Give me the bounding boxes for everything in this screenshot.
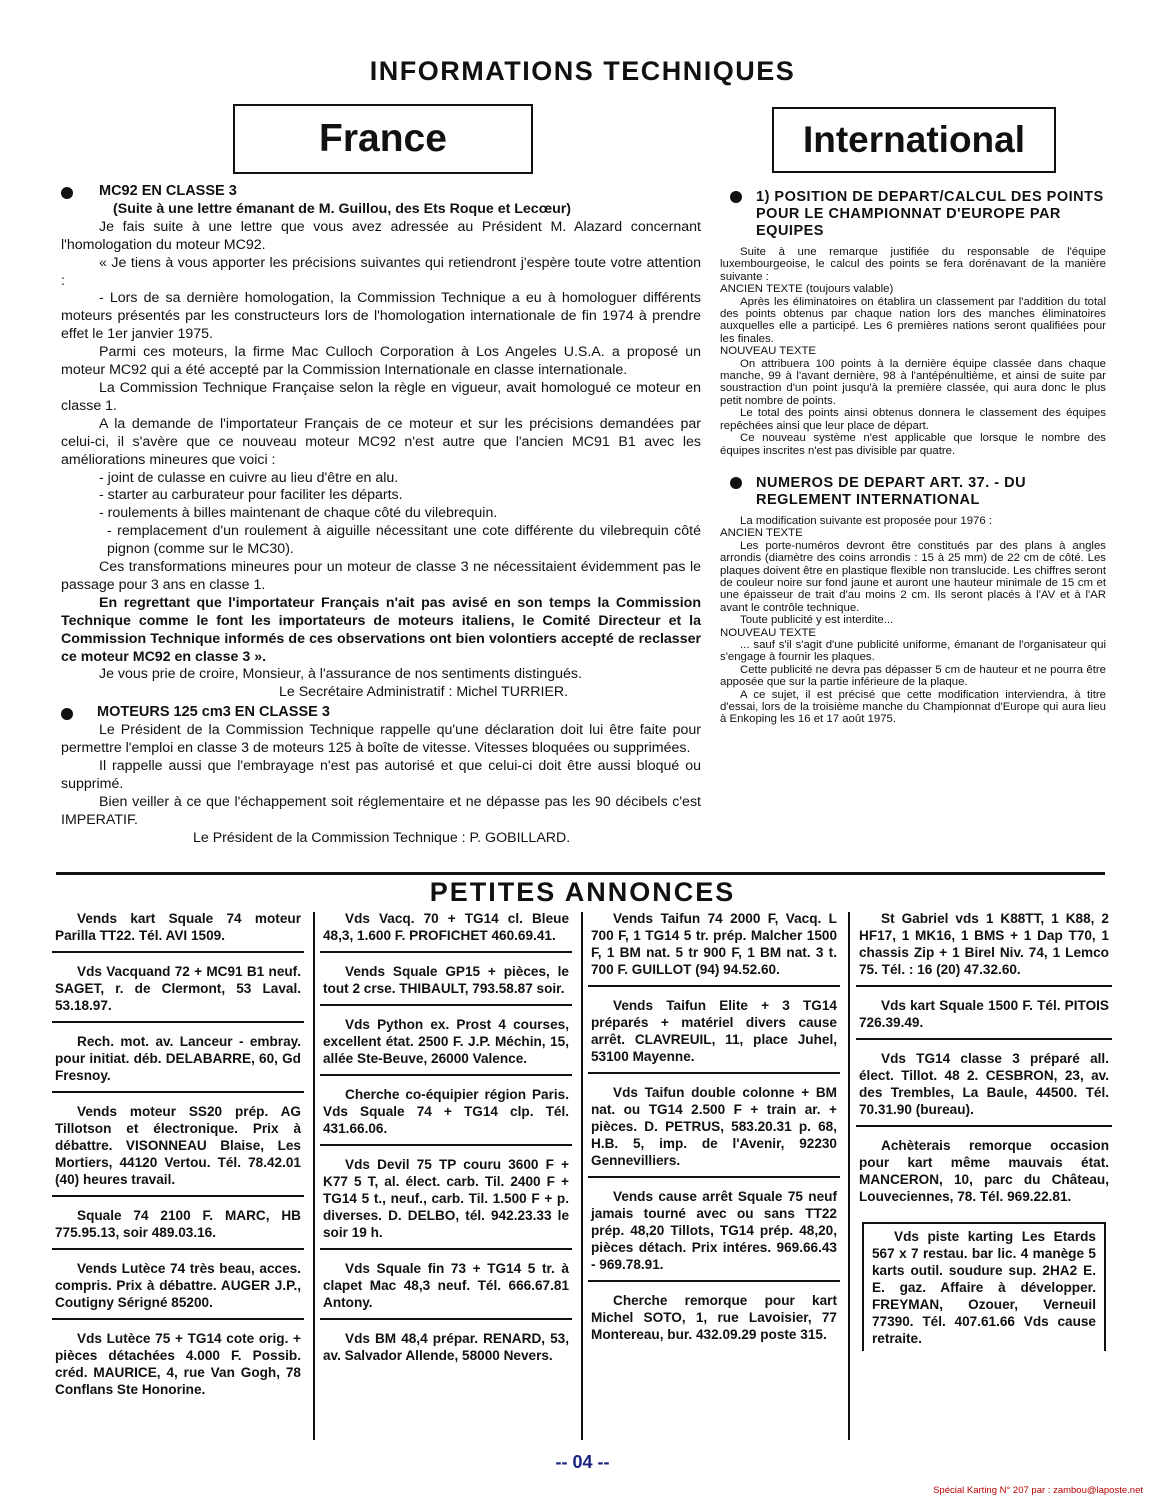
ads-column-3 [588,910,840,1360]
bullet-icon [730,191,742,203]
column-divider [581,912,583,1440]
ads-column-1 [52,910,304,1415]
paragraph: Le Président de la Commission Technique rappelle qu'une déclaration doit lui être faite pour permettre l'emploi en classe 3 de moteurs 125 à boîte de vitesse. Vitesses bloquées ou supprimées. [61,722,701,757]
ad-item: Vds Vacq. 70 + TG14 cl. Bleue 48,3, 1.600 F. PROFICHET 460.69.41. [320,910,572,953]
paragraph: Ces transformations mineures pour un moteur de classe 3 ne nécessitaient évidemment pas le passage pour 3 ans en classe 1. [61,559,701,593]
ad-item: Vends Taifun 74 2000 F, Vacq. L 700 F, 1 TG14 5 tr. prép. Malcher 1500 F, 1 BM nat. 5 tr 900 F, 1 BM nat. 3 t. 700 F. GUILLOT (94) 94.52.60. [588,910,840,987]
paragraph: Parmi ces moteurs, la firme Mac Culloch Corporation à Los Angeles U.S.A. a proposé un moteur MC92 qui a été accepté par la Commission Internationale en classe internationale. [61,344,701,379]
bullet-icon [730,477,742,489]
paragraph: A la demande de l'importateur Français de ce moteur et sur les précisions demandées par celui-ci, il s'avère que ce nouveau moteur MC92 n'est autre que l'ancien MC91 B1 avec les améliorations mineures que voici : [61,415,701,468]
ad-item: Vends moteur SS20 prép. AG Tillotson et électronique. Prix à débattre. VISONNEAU Blaise, Les Mortiers, 44120 Vertou. Tél. 78.42.01 (40) heures travail. [52,1103,304,1197]
international-header-box [772,107,1056,173]
footer-credit: Spécial Karting N° 207 par : zambou@laposte.net [933,1485,1143,1496]
ad-item: Vds BM 48,4 prépar. RENARD, 53, av. Salvador Allende, 58000 Nevers. [323,1331,569,1363]
international-label: International [802,119,1026,160]
section-title-125: MOTEURS 125 cm3 EN CLASSE 3 [97,704,330,721]
signature: Le Président de la Commission Technique : P. GOBILLARD. [193,829,571,846]
paragraph: NOUVEAU TEXTE [720,345,816,358]
ad-item: Vds TG14 classe 3 préparé all. élect. Tillot. 48 2. CESBRON, 23, av. des Trembles, La Baule, 44500. Tél. 70.31.90 (bureau). [856,1050,1112,1127]
paragraph: La modification suivante est proposée pour 1976 : [740,514,993,527]
petites-annonces-title: PETITES ANNONCES [429,877,736,907]
paragraph: ANCIEN TEXTE (toujours valable) [720,283,894,296]
list-item: - joint de culasse en cuivre au lieu d'être en alu. [99,469,399,486]
list-item: - roulements à billes maintenant de chaque côté du vilebrequin. [99,505,498,522]
paragraph: ... sauf s'il s'agit d'une publicité uniforme, émanant de l'organisateur qui s'engage à fournir les plaques. [720,638,1106,664]
ad-item: Vds Devil 75 TP couru 3600 F + K77 5 T, al. élect. carb. Til. 2400 F + TG14 5 t., neuf., carb. Til. 1.500 F + p. diverses. D. DELBO, tél. 942.23.33 le soir 19 h. [320,1156,572,1250]
ads-column-2 [320,910,572,1381]
list-item: - starter au carburateur pour faciliter les départs. [99,487,403,504]
france-column [61,183,701,848]
section-divider [56,872,1105,875]
ad-item: Vds Taifun double colonne + BM nat. ou TG14 2.500 F + train ar. + pièces. D. PETRUS, 583.20.31 p. 68, H.B. 5, imp. de l'Avenir, 92230 Gennevilliers. [588,1084,840,1178]
paragraph: « Je tiens à vous apporter les précisions suivantes qui retiendront j'espère toute votre attention : [61,254,701,289]
ad-item: Vends kart Squale 74 moteur Parilla TT22. Tél. AVI 1509. [52,910,304,953]
ads-column-4 [856,910,1112,1361]
page-number: -- 04 -- [555,1452,610,1472]
bullet-icon [61,187,73,199]
ad-item: Vds kart Squale 1500 F. Tél. PITOIS 726.39.49. [856,997,1112,1040]
paragraph: Les porte-numéros devront être constitués par des plans à angles arrondis (diamètre des coins arrondis : 15 à 25 mm) de 22 cm de côté. Les plaques doivent être en plastique flexible non translucide. Les chiffres seront de couleur noire sur fond jaune et auront une hauteur minimale de 15 cm et une épaisseur de trait d'au moins 2 cm. Ils seront placés à l'AV et à l'AR avant le contrôle technique. [720,539,1106,614]
paragraph: Je fais suite à une lettre que vous avez adressée au Président M. Alazard concernant l'homologation du moteur MC92. [61,218,701,253]
ad-item: Vds Squale fin 73 + TG14 5 tr. à clapet Mac 48,3 neuf. Tél. 666.67.81 Antony. [320,1260,572,1320]
column-divider [313,912,315,1440]
section-title-position: 1) POSITION DE DEPART/CALCUL DES POINTS POUR LE CHAMPIONNAT D'EUROPE PAR EQUIPES [756,189,1104,239]
section-heading [61,183,701,201]
paragraph: Ce nouveau système n'est applicable que lorsque le nombre des équipes inscrites n'est pas divisible par quatre. [720,432,1106,457]
framed-ad: Vds piste karting Les Etards 567 x 7 restau. bar lic. 4 manège 5 karts outil. soudure sup. 2HA2 E. E. gaz. Affaire à développer. FREYMAN, Ozouer, Verneuil 77390. Tél. 407.61.66 Vds cause retraite. [862,1222,1106,1351]
section-title-numeros: NUMEROS DE DEPART ART. 37. - DU REGLEMENT INTERNATIONAL [756,474,1027,508]
paragraph: NOUVEAU TEXTE [720,626,816,639]
section-title-mc92: MC92 EN CLASSE 3 [99,183,237,199]
ad-item: Vds Vacquand 72 + MC91 B1 neuf. SAGET, r. de Clermont, 53 Laval. 53.18.97. [52,963,304,1023]
ad-item: Vends Taifun Elite + 3 TG14 préparés + matériel divers cause arrêt. CLAVREUIL, 11, place Juhel, 53100 Mayenne. [588,997,840,1074]
paragraph: Suite à une remarque justifiée du responsable de l'équipe luxembourgeoise, le calcul des points se fera dorénavant de la manière suivante : [720,246,1106,283]
ad-item: Rech. mot. av. Lanceur - embray. pour initiat. déb. DELABARRE, 60, Gd Fresnoy. [52,1033,304,1093]
section-heading [720,189,1106,240]
paragraph: A ce sujet, il est précisé que cette modification interviendra, à titre d'essai, lors de la troisième manche du Championnat d'Europe qui aura lieu à Enkoping les 16 et 17 août 1975. [720,688,1106,726]
paragraph: On attribuera 100 points à la dernière équipe classée dans chaque manche, 99 à l'avant dernière, 98 à l'antépénultième, et ainsi de suite par soustraction d'un point jusqu'à la première classée, qui aura donc le plus petit nombre de points. [720,357,1106,407]
ad-item: Vends cause arrêt Squale 75 neuf jamais tourné avec ou sans TT22 prép. 48,20 Tillots, TG14 prép. 48,20, pièces détach. Prix intéres. 969.66.43 - 969.78.91. [588,1188,840,1282]
paragraph-bold: En regrettant que l'importateur Français n'ait pas avisé en son temps la Commission Technique comme le font les importateurs de moteurs italiens, le Comité Directeur et la Commission Technique informés de ces observations ont bien volontiers accepté de reclasser ce moteur MC92 en classe 3 ». [61,594,701,665]
france-header-box [233,104,533,174]
bullet-icon [61,708,73,720]
ad-item: St Gabriel vds 1 K88TT, 1 K88, 2 HF17, 1 MK16, 1 BMS + 1 Dap T70, 1 chassis Zip + 1 Birel Niv. 74, 1 Lemco 75. Tél. : 16 (20) 47.32.60. [856,910,1112,987]
list-item: - remplacement d'un roulement à aiguille nécessitant une cote différente du vilebrequin côté pignon (comme sur le MC30). [107,523,701,558]
paragraph: Il rappelle aussi que l'embrayage n'est pas autorisé et que celui-ci doit être aussi bloqué ou supprimé. [61,758,701,792]
page-title: INFORMATIONS TECHNIQUES [369,56,796,86]
paragraph: Bien veiller à ce que l'échappement soit réglementaire et ne dépasse pas les 90 décibels c'est IMPERATIF. [61,793,701,828]
ad-item: Cherche remorque pour kart Michel SOTO, 1, rue Lavoisier, 77 Montereau, bur. 432.09.29 poste 315. [591,1293,837,1342]
section-heading [61,704,701,722]
paragraph: Le total des points ainsi obtenus donnera le classement des équipes repêchées ainsi que leur place de départ. [720,407,1106,432]
ad-item: Cherche co-équipier région Paris. Vds Squale 74 + TG14 clp. Tél. 431.66.06. [320,1086,572,1146]
ad-item: Vends Lutèce 74 très beau, acces. compris. Prix à débattre. AUGER J.P., Coutigny Sérigné 85200. [52,1260,304,1320]
paragraph: Toute publicité y est interdite... [740,614,894,627]
paragraph: Après les éliminatoires on établira un classement par l'addition du total des points obtenus par chaque nation lors des manches éliminatoires auxquelles elle a participé. Les 6 premières nations seront qualifiées pour les finales. [720,295,1106,345]
signature: Le Secrétaire Administratif : Michel TURRIER. [279,684,569,701]
paragraph: La Commission Technique Française selon la règle en vigueur, avait homologué ce moteur en classe 1. [61,379,701,414]
paragraph: Je vous prie de croire, Monsieur, à l'assurance de nos sentiments distingués. [99,666,582,683]
ad-item: Achèterais remorque occasion pour kart même mauvais état. MANCERON, 10, parc du Château, Louveciennes, 78. Tél. 969.22.81. [859,1138,1109,1204]
column-divider [848,912,850,1440]
section-subtitle: (Suite à une lettre émanant de M. Guillou, des Ets Roque et Lecœur) [113,200,572,217]
ad-item: Vds Lutèce 75 + TG14 cote orig. + pièces détachées 4.000 F. Possib. créd. MAURICE, 4, rue Van Gogh, 78 Conflans Ste Honorine. [55,1331,301,1397]
paragraph: ANCIEN TEXTE [720,527,803,540]
paragraph: Cette publicité ne devra pas dépasser 5 cm de hauteur et ne pourra être apposée que sur la partie inférieure de la plaque. [720,663,1106,689]
ad-item: Vds Python ex. Prost 4 courses, excellent état. 2500 F. J.P. Méchin, 15, allée Ste-Beuve, 26000 Valence. [320,1016,572,1076]
ad-item: Squale 74 2100 F. MARC, HB 775.95.13, soir 489.03.16. [52,1207,304,1250]
section-heading [720,475,1106,509]
paragraph: - Lors de sa dernière homologation, la Commission Technique a eu à homologuer différents moteurs présentés par les constructeurs lors de l'homologation internationale de fin 1974 à prendre effet le 1er janvier 1975. [61,290,701,343]
ad-item: Vends Squale GP15 + pièces, le tout 2 crse. THIBAULT, 793.58.87 soir. [320,963,572,1006]
international-column [720,189,1106,726]
france-label: France [319,117,447,160]
